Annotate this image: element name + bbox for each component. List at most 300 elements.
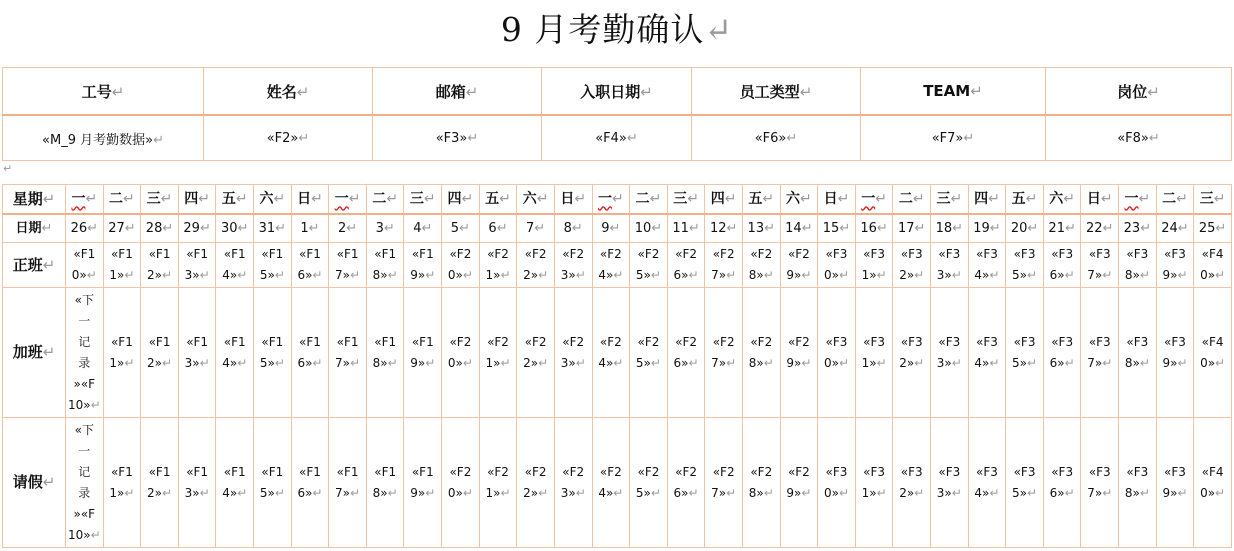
weekday-cell: [1043, 185, 1081, 215]
date-value: 1: [300, 221, 309, 236]
field-line: «F3: [900, 334, 923, 349]
regular-field-cell: [630, 243, 668, 288]
field-line: 一: [78, 313, 91, 328]
weekday-cell: [404, 185, 442, 215]
paragraph-mark-icon: ↵: [86, 268, 97, 282]
weekday-label: 四: [184, 190, 199, 207]
overtime-field-cell: [254, 288, 292, 418]
leave-field-cell: [291, 418, 329, 548]
field-line: 8»↵: [372, 268, 398, 282]
paragraph-mark-icon: ↵: [87, 221, 99, 236]
weekday-label: 二: [372, 190, 387, 207]
field-line: «F2: [787, 464, 810, 479]
paragraph-mark-icon: ↵: [538, 355, 549, 370]
field-line: 2»↵: [899, 355, 925, 370]
paragraph-mark-icon: ↵: [298, 130, 310, 146]
weekday-label: 二: [1162, 190, 1177, 207]
field-line: 9»↵: [1162, 355, 1188, 370]
paragraph-mark-icon: ↵: [111, 82, 125, 101]
paragraph-mark-icon: ↵: [650, 355, 661, 370]
field-line: 6»↵: [297, 268, 323, 282]
weekday-label: 一: [71, 190, 86, 207]
paragraph-mark-icon: ↵: [199, 355, 210, 370]
date-value: 9: [601, 221, 610, 236]
paragraph-mark-icon: ↵: [914, 221, 926, 236]
overtime-field-cell: [592, 288, 630, 418]
paragraph-mark-icon: ↵: [574, 190, 587, 207]
date-cell: [216, 214, 254, 243]
paragraph-mark-icon: ↵: [42, 473, 56, 491]
date-value: 22: [1086, 221, 1103, 236]
overtime-field-cell: [742, 288, 780, 418]
paragraph-mark-icon: ↵: [799, 82, 813, 101]
field-line: 1»↵: [485, 268, 511, 282]
paragraph-mark-icon: ↵: [651, 221, 663, 236]
paragraph-mark-icon: ↵: [312, 268, 323, 282]
field-line: «F2: [487, 464, 509, 479]
field-line: 3»↵: [936, 485, 962, 500]
paragraph-mark-icon: ↵: [348, 190, 361, 207]
field-line: «F2: [449, 247, 472, 261]
paragraph-mark-icon: ↵: [462, 355, 473, 370]
paragraph-mark-icon: ↵: [1102, 268, 1113, 282]
field-line: «F2: [787, 334, 810, 349]
date-value: 29: [183, 221, 200, 236]
leave-field-cell: [366, 418, 404, 548]
weekday-cell: [178, 185, 216, 215]
field-line: «F3: [975, 464, 998, 479]
date-value: 30: [221, 221, 238, 236]
paragraph-mark-icon: ↵: [350, 485, 361, 500]
field-line: «F3: [1088, 334, 1111, 349]
leave-field-cell: [216, 418, 254, 548]
paragraph-mark-icon: ↵: [838, 355, 850, 370]
date-cell: [254, 214, 292, 243]
info-value-field: «F8»: [1117, 130, 1149, 146]
field-line: «F3: [1164, 464, 1186, 479]
paragraph-mark-icon: ↵: [838, 268, 850, 282]
date-value: 5: [450, 221, 460, 236]
leave-field-cell: [667, 418, 705, 548]
leave-field-cell: [893, 418, 931, 548]
row-label-text: 正班: [12, 255, 43, 274]
field-line: «F3: [938, 334, 961, 349]
date-cell: [178, 214, 216, 243]
regular-field-cell: [1006, 243, 1044, 288]
overtime-field-cell: [517, 288, 555, 418]
date-cell: [1119, 214, 1157, 243]
paragraph-mark-icon: ↵: [951, 268, 962, 282]
field-line: 1»↵: [109, 485, 135, 500]
paragraph-mark-icon: ↵: [350, 268, 361, 282]
date-row: [3, 214, 1232, 243]
regular-field-cell: [592, 243, 630, 288]
paragraph-mark-icon: ↵: [465, 82, 479, 101]
field-line: «F1: [110, 247, 133, 261]
weekday-label: 日: [297, 190, 312, 207]
leave-field-cell: [855, 418, 893, 548]
paragraph-mark-icon: ↵: [951, 485, 962, 500]
paragraph-mark-icon: ↵: [237, 355, 248, 370]
field-line: «F1: [261, 247, 284, 261]
date-value: 11: [672, 221, 689, 236]
overtime-field-cell: [1194, 288, 1232, 418]
paragraph-mark-icon: ↵: [1139, 268, 1150, 282]
field-line: »«F: [73, 376, 96, 391]
weekday-cell: [141, 185, 179, 215]
weekday-label: 一: [861, 190, 876, 207]
paragraph-mark-icon: ↵: [308, 221, 320, 236]
regular-field-cell: [329, 243, 367, 288]
weekday-cell: [517, 185, 555, 215]
overtime-field-cell: [1119, 288, 1157, 418]
weekday-label: 五: [485, 190, 500, 207]
date-value: 18: [935, 221, 953, 236]
leave-field-cell: [1194, 418, 1232, 548]
regular-field-cell: [742, 243, 780, 288]
field-line: «F1: [336, 334, 359, 349]
paragraph-mark-icon: ↵: [499, 190, 511, 207]
field-line: «F1: [411, 464, 434, 479]
date-value: 13: [747, 221, 765, 236]
weekday-label: 四: [447, 190, 462, 207]
field-line: 5»↵: [1012, 268, 1038, 282]
info-header-row: [3, 68, 1232, 116]
paragraph-mark-icon: ↵: [161, 268, 173, 282]
field-line: «F2: [675, 464, 697, 479]
regular-field-cell: [141, 243, 179, 288]
weekday-cell: [1156, 185, 1194, 215]
field-line: «F1: [110, 334, 133, 349]
weekday-label: 一: [334, 190, 349, 207]
paragraph-mark-icon: ↵: [876, 268, 887, 282]
paragraph-mark-icon: ↵: [763, 355, 774, 370]
field-line: «F3: [1088, 464, 1111, 479]
field-line: «F3: [900, 464, 923, 479]
paragraph-mark-icon: ↵: [538, 268, 549, 282]
field-line: «F1: [261, 334, 284, 349]
field-line: 0»↵: [447, 355, 473, 370]
weekday-label: 一: [1124, 190, 1139, 207]
leave-field-cell: [742, 418, 780, 548]
regular-field-cell: [705, 243, 743, 288]
field-line: 7»↵: [711, 485, 737, 500]
weekday-label: 四: [974, 190, 989, 207]
paragraph-mark-icon: ↵: [952, 221, 964, 236]
paragraph-mark-icon: ↵: [611, 190, 624, 207]
overtime-field-cell: [1081, 288, 1119, 418]
leave-field-cell: [1119, 418, 1157, 548]
field-line: 1»↵: [861, 268, 887, 282]
paragraph-mark-icon: ↵: [274, 268, 285, 282]
paragraph-mark-icon: ↵: [296, 82, 310, 101]
date-value: 19: [973, 221, 990, 236]
field-line: 9»↵: [786, 485, 812, 500]
date-cell: [705, 214, 743, 243]
field-line: 8»↵: [372, 355, 398, 370]
date-value: 20: [1010, 221, 1028, 236]
field-line: «F2: [637, 464, 660, 479]
weekday-label: 五: [1011, 190, 1026, 207]
date-value: 3: [375, 221, 384, 236]
info-header-label: 邮箱: [435, 82, 466, 101]
field-line: «F3: [1051, 334, 1074, 349]
field-line: 6»↵: [1049, 485, 1075, 500]
paragraph-mark-icon: ↵: [1215, 485, 1226, 500]
overtime-field-cell: [479, 288, 517, 418]
weekday-cell: [893, 185, 931, 215]
paragraph-mark-icon: ↵: [571, 221, 583, 236]
date-value: 23: [1123, 221, 1141, 236]
paragraph-mark-icon: ↵: [839, 221, 851, 236]
paragraph-mark-icon: ↵: [496, 221, 508, 236]
field-line: 10»↵: [67, 397, 101, 412]
regular-field-cell: [479, 243, 517, 288]
regular-field-cell: [366, 243, 404, 288]
paragraph-mark-icon: ↵: [1027, 355, 1038, 370]
field-line: 3»↵: [184, 268, 210, 282]
field-line: 4»↵: [222, 355, 248, 370]
field-line: 1»↵: [861, 355, 887, 370]
paragraph-mark-icon: ↵: [688, 485, 699, 500]
field-line: «F2: [750, 247, 773, 261]
field-line: 2»↵: [523, 485, 549, 500]
date-value: 25: [1198, 221, 1216, 236]
info-header-cell: [692, 68, 861, 116]
field-line: 8»↵: [748, 268, 774, 282]
paragraph-mark-icon: ↵: [425, 268, 436, 282]
paragraph-mark-icon: ↵: [237, 221, 249, 236]
date-value: 6: [488, 221, 497, 236]
info-value-field: «F6»: [754, 130, 787, 146]
date-cell: [329, 214, 367, 243]
field-line: 2»↵: [523, 355, 549, 370]
paragraph-mark-icon: ↵: [914, 268, 925, 282]
date-value: 7: [526, 221, 535, 236]
field-line: 3»↵: [560, 485, 586, 500]
paragraph-mark-icon: ↵: [425, 485, 436, 500]
date-value: 16: [860, 221, 877, 236]
page-title-text: 9 月考勤确认: [500, 10, 705, 49]
info-value-field: «F4»: [595, 130, 627, 146]
leave-field-cell: [1081, 418, 1119, 548]
paragraph-mark-icon: ↵: [237, 268, 248, 282]
field-line: «F3: [975, 247, 998, 261]
field-line: 3»↵: [560, 268, 586, 282]
date-cell: [517, 214, 555, 243]
date-cell: [742, 214, 780, 243]
info-value-cell: [542, 115, 692, 161]
field-line: «F2: [637, 247, 660, 261]
field-line: «F3: [1088, 247, 1111, 261]
field-line: «下: [74, 422, 94, 437]
field-line: 8»↵: [748, 485, 774, 500]
paragraph-mark-icon: ↵: [42, 189, 56, 208]
date-cell: [291, 214, 329, 243]
field-line: «F3: [825, 464, 848, 479]
paragraph-mark-icon: ↵: [312, 485, 323, 500]
paragraph-mark-icon: ↵: [575, 355, 586, 370]
weekday-cell: [66, 185, 104, 215]
field-line: «F2: [675, 334, 697, 349]
weekday-cell: [1194, 185, 1232, 215]
field-line: «F1: [299, 247, 321, 261]
field-line: «F2: [599, 334, 622, 349]
field-line: «F3: [1013, 247, 1036, 261]
paragraph-mark-icon: ↵: [988, 190, 1000, 207]
field-line: 3»↵: [936, 355, 962, 370]
field-line: «F3: [1051, 464, 1074, 479]
paragraph-mark-icon: ↵: [688, 355, 699, 370]
overtime-field-cell: [893, 288, 931, 418]
weekday-label: 二: [898, 190, 913, 207]
paragraph-mark-icon: ↵: [613, 268, 624, 282]
date-value: 27: [108, 221, 125, 236]
field-line: 4»↵: [598, 355, 624, 370]
paragraph-mark-icon: ↵: [763, 268, 774, 282]
field-line: 7»↵: [335, 485, 361, 500]
paragraph-mark-icon: ↵: [90, 527, 101, 542]
paragraph-mark-icon: ↵: [1177, 221, 1189, 236]
regular-field-cell: [254, 243, 292, 288]
paragraph-mark-icon: ↵: [124, 221, 136, 236]
paragraph-mark-icon: ↵: [346, 221, 358, 236]
paragraph-mark-icon: ↵: [124, 485, 135, 500]
date-cell: [818, 214, 856, 243]
date-cell: [667, 214, 705, 243]
date-cell: [780, 214, 818, 243]
field-line: «F1: [336, 464, 359, 479]
regular-field-cell: [216, 243, 254, 288]
field-line: «F1: [148, 247, 171, 261]
field-line: 6»↵: [1049, 268, 1075, 282]
paragraph-mark-icon: ↵: [963, 130, 975, 146]
regular-field-cell: [855, 243, 893, 288]
field-line: «F2: [787, 247, 810, 261]
paragraph-mark-icon: ↵: [1139, 355, 1150, 370]
field-line: 5»↵: [635, 268, 661, 282]
paragraph-mark-icon: ↵: [989, 221, 1001, 236]
field-line: «F4: [1201, 247, 1224, 261]
paragraph-mark-icon: ↵: [786, 130, 798, 146]
info-header-cell: [204, 68, 373, 116]
field-line: «F3: [1164, 334, 1186, 349]
overtime-field-cell: [855, 288, 893, 418]
paragraph-mark-icon: ↵: [1027, 221, 1039, 236]
row-label-overtime: [3, 288, 66, 418]
field-line: «F2: [712, 464, 735, 479]
paragraph-mark-icon: ↵: [724, 190, 737, 207]
field-line: 0»↵: [71, 268, 97, 282]
paragraph-mark-icon: ↵: [199, 268, 210, 282]
field-line: 9»↵: [410, 485, 436, 500]
overtime-field-cell: [630, 288, 668, 418]
field-line: «F1: [411, 247, 434, 261]
field-line: «F2: [712, 247, 735, 261]
field-line: 6»↵: [297, 355, 323, 370]
paragraph-mark-icon: ↵: [650, 268, 661, 282]
field-line: 6»↵: [297, 485, 323, 500]
weekday-cell: [1081, 185, 1119, 215]
row-label-text: 日期: [15, 221, 42, 236]
paragraph-mark-icon: ↵: [425, 355, 436, 370]
row-label-text: 加班: [12, 343, 43, 361]
field-line: 2»↵: [147, 355, 173, 370]
paragraph-mark-icon: ↵: [1213, 190, 1226, 207]
paragraph-mark-icon: ↵: [311, 190, 323, 207]
field-line: 6»↵: [673, 485, 699, 500]
info-header-label: 姓名: [266, 82, 297, 101]
field-line: 4»↵: [222, 268, 248, 282]
weekday-cell: [291, 185, 329, 215]
leave-field-cell: [554, 418, 592, 548]
field-line: «F1: [411, 334, 434, 349]
paragraph-mark-icon: ↵: [534, 221, 546, 236]
leave-field-cell: [1043, 418, 1081, 548]
date-cell: [1194, 214, 1232, 243]
paragraph-mark-icon: ↵: [1100, 190, 1113, 207]
field-line: 3»↵: [560, 355, 586, 370]
weekday-cell: [329, 185, 367, 215]
date-cell: [931, 214, 969, 243]
field-line: «F3: [1126, 334, 1149, 349]
field-line: «F4: [1201, 334, 1224, 349]
weekday-cell: [931, 185, 969, 215]
paragraph-mark-icon: ↵: [726, 268, 737, 282]
overtime-field-cell: [366, 288, 404, 418]
date-value: 15: [822, 221, 840, 236]
weekday-label: 六: [522, 190, 537, 207]
date-value: 21: [1048, 221, 1065, 236]
weekday-cell: [742, 185, 780, 215]
paragraph-mark-icon: ↵: [538, 485, 549, 500]
paragraph-mark-icon: ↵: [160, 190, 173, 207]
paragraph-mark-icon: ↵: [800, 190, 812, 207]
paragraph-mark-icon: ↵: [42, 343, 56, 361]
field-line: «F3: [825, 247, 848, 261]
field-line: 9»↵: [410, 355, 436, 370]
weekday-cell: [855, 185, 893, 215]
paragraph-mark-icon: ↵: [613, 355, 624, 370]
paragraph-mark-icon: ↵: [875, 190, 887, 207]
date-value: 12: [709, 221, 727, 236]
overtime-field-cell: [291, 288, 329, 418]
info-value-cell: [373, 115, 542, 161]
paragraph-mark-icon: ↵: [124, 268, 135, 282]
field-line: 3»↵: [184, 355, 210, 370]
field-line: «F3: [863, 464, 886, 479]
field-line: 2»↵: [523, 268, 549, 282]
field-line: 4»↵: [974, 485, 1000, 500]
paragraph-mark-icon: ↵: [198, 190, 210, 207]
field-line: 9»↵: [786, 268, 812, 282]
field-line: «F2: [524, 247, 547, 261]
field-line: »«F: [73, 506, 96, 521]
weekday-cell: [780, 185, 818, 215]
leave-field-cell: [1156, 418, 1194, 548]
info-header-label: TEAM: [923, 82, 971, 100]
paragraph-mark-icon: ↵: [1102, 355, 1113, 370]
date-cell: [554, 214, 592, 243]
field-line: «F1: [299, 334, 321, 349]
weekday-label: 三: [1199, 190, 1214, 207]
weekday-label: 六: [786, 190, 801, 207]
date-cell: [141, 214, 179, 243]
regular-field-cell: [1194, 243, 1232, 288]
info-value-cell: [861, 115, 1046, 161]
overtime-row: [3, 288, 1232, 418]
weekday-label: 五: [221, 190, 236, 207]
